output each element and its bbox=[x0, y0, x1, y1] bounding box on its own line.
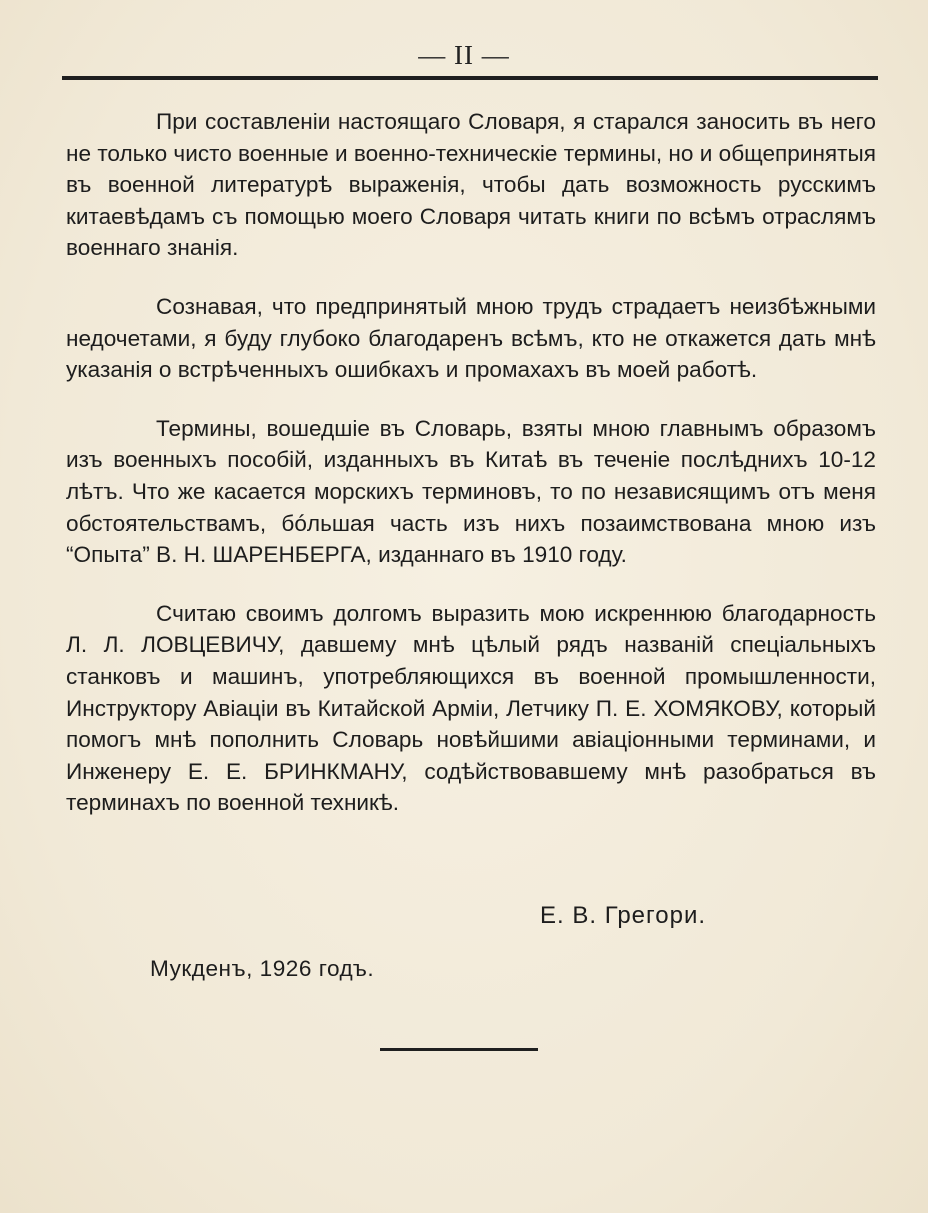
preface-body bbox=[66, 106, 876, 846]
page-number: — II — bbox=[418, 40, 510, 70]
paragraph-2: Сознавая, что предпринятый мною трудъ страдаетъ неизбѣжными недочетами, я буду глубоко благодаренъ всѣмъ, кто не откажется дать мнѣ указанія о встрѣченныхъ ошибкахъ и промахахъ въ моей работѣ. bbox=[66, 293, 876, 383]
paragraph-1: При составленіи настоящаго Словаря, я старался заносить въ него не только чисто военные и военно-техническіе термины, но и общепринятыя въ военной литературѣ выраженія, чтобы дать возможность русскимъ китаевѣдамъ съ помощью моего Словаря читать книги по всѣмъ отраслямъ военнаго знанія. bbox=[66, 109, 876, 261]
paragraph-4: Считаю своимъ долгомъ выразить мою искреннюю благодарность Л. Л. ЛОВЦЕВИЧУ, давшему мнѣ цѣлый рядъ названій спеціальныхъ станковъ и машинъ, употребляющихся въ военной промышленности, Инструктору Авіаціи въ Китайской Арміи, Летчику П. Е. ХОМЯКОВУ, который помогъ мнѣ пополнить Словарь новѣйшими авіаціонными терминами, и Инженеру Е. Е. БРИНКМАНУ, содѣйствовавшему мнѣ разобраться въ терминахъ по военной техникѣ. bbox=[66, 600, 876, 816]
header-rule bbox=[62, 76, 878, 80]
author-signature: Е. В. Грегори. bbox=[540, 902, 707, 929]
footer-rule bbox=[380, 1048, 538, 1051]
paragraph-3: Термины, вошедшіе въ Словарь, взяты мною главнымъ образомъ изъ военныхъ пособій, изданныхъ въ Китаѣ въ теченіе послѣднихъ 10-12 лѣтъ. Что же касается морскихъ терминовъ, то по независящимъ отъ меня обстоятельствамъ, бóльшая часть изъ нихъ позаимствована мною изъ “Опыта” В. Н. ШАРЕНБЕРГА, изданнаго въ 1910 году. bbox=[66, 415, 876, 568]
place-date: Мукденъ, 1926 годъ. bbox=[150, 956, 375, 981]
